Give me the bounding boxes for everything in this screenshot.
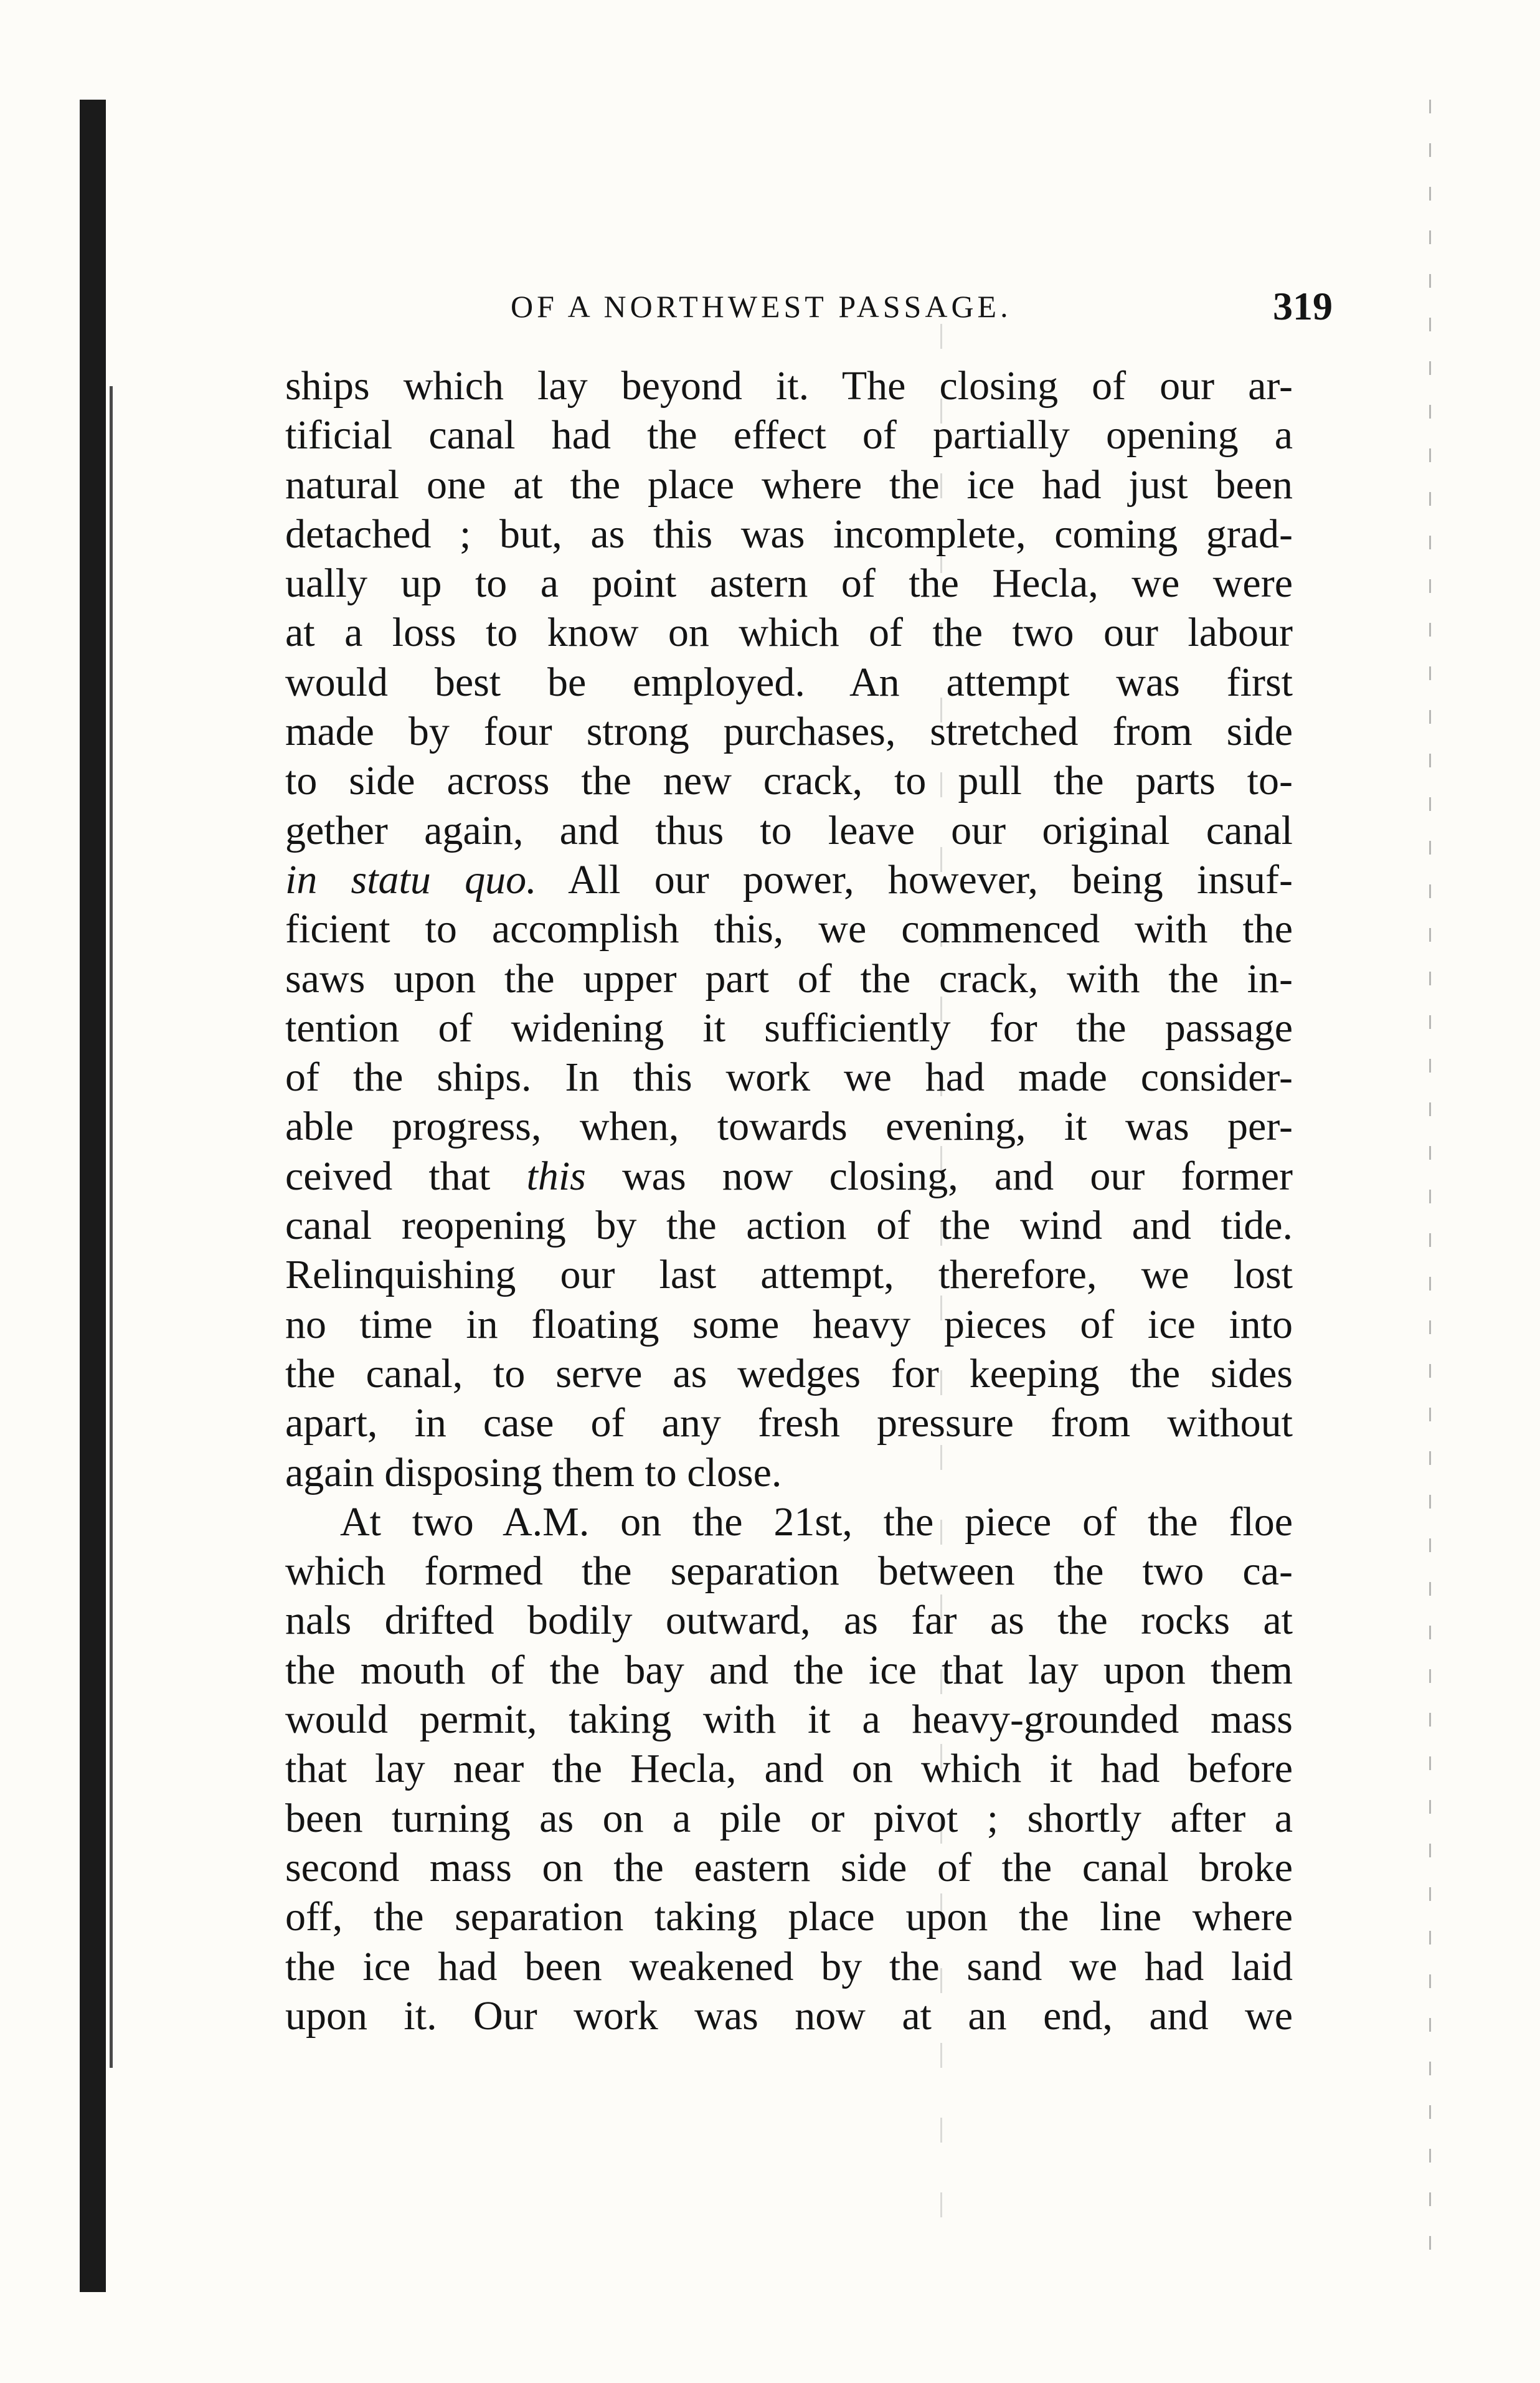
text-line	[285, 855, 1293, 904]
text-line: Relinquishing our last attempt, therefore, we lost	[285, 1252, 1293, 1298]
body-text	[285, 361, 1293, 2040]
text-line: no time in floating some heavy pieces of ice into	[285, 1301, 1293, 1347]
text-line	[285, 1152, 1293, 1201]
line-start: ceived that	[285, 1153, 527, 1199]
binding-edge	[80, 100, 106, 2292]
page-number: 319	[1273, 284, 1333, 328]
text-line: second mass on the eastern side of the canal broke	[285, 1844, 1293, 1890]
text-line: that lay near the Hecla, and on which it had before	[285, 1746, 1293, 1792]
text-line: ually up to a point astern of the Hecla, we were	[285, 561, 1293, 607]
binding-shadow	[110, 386, 113, 2068]
paragraph-end-line: again disposing them to close.	[285, 1449, 782, 1495]
text-line: would best be employed. An attempt was first	[285, 659, 1293, 705]
text-line: at a loss to know on which of the two our labour	[285, 610, 1293, 656]
text-line: nals drifted bodily outward, as far as the rocks at	[285, 1598, 1293, 1644]
text-line: tention of widening it sufficiently for the passage	[285, 1005, 1293, 1051]
text-line: detached ; but, as this was incomplete, coming grad-	[285, 511, 1293, 557]
text-line: been turning as on a pile or pivot ; shortly after a	[285, 1795, 1293, 1841]
text-line: the ice had been weakened by the sand we had laid	[285, 1943, 1293, 1989]
text-line: would permit, taking with it a heavy-grounded mass	[285, 1697, 1293, 1743]
text-line: saws upon the upper part of the crack, with the in-	[285, 955, 1293, 1002]
text-line: ships which lay beyond it. The closing of our ar-	[285, 363, 1293, 409]
text-line: the mouth of the bay and the ice that lay upon them	[285, 1647, 1293, 1693]
italic-word: this	[526, 1153, 586, 1199]
text-line: of the ships. In this work we had made consider-	[285, 1054, 1293, 1101]
text-line: apart, in case of any fresh pressure from without	[285, 1400, 1293, 1446]
text-line: off, the separation taking place upon the line where	[285, 1894, 1293, 1940]
text-line: gether again, and thus to leave our original canal	[285, 807, 1293, 853]
italic-phrase: in statu quo.	[285, 856, 537, 903]
text-line: made by four strong purchases, stretched from side	[285, 709, 1293, 755]
text-line: upon it. Our work was now at an end, and we	[285, 1992, 1293, 2039]
text-line: tificial canal had the effect of partially opening a	[285, 412, 1293, 458]
text-line: the canal, to serve as wedges for keeping the sides	[285, 1350, 1293, 1396]
text-line: to side across the new crack, to pull the parts to-	[285, 758, 1293, 804]
page-crease	[1429, 100, 1431, 2280]
line-rest: All our power, however, being insuf-	[536, 856, 1293, 903]
text-line: which formed the separation between the two ca-	[285, 1548, 1293, 1594]
text-line: ficient to accomplish this, we commenced with the	[285, 906, 1293, 952]
running-title: OF A NORTHWEST PASSAGE.	[511, 289, 1012, 324]
line-rest: was now closing, and our former	[585, 1153, 1293, 1199]
text-line: canal reopening by the action of the wind and tide.	[285, 1203, 1293, 1249]
text-line: able progress, when, towards evening, it was per-	[285, 1104, 1293, 1150]
running-head	[286, 283, 1333, 339]
text-line: natural one at the place where the ice had just been	[285, 462, 1293, 508]
paragraph-start-line: At two A.M. on the 21st, the piece of the floe	[340, 1499, 1293, 1545]
